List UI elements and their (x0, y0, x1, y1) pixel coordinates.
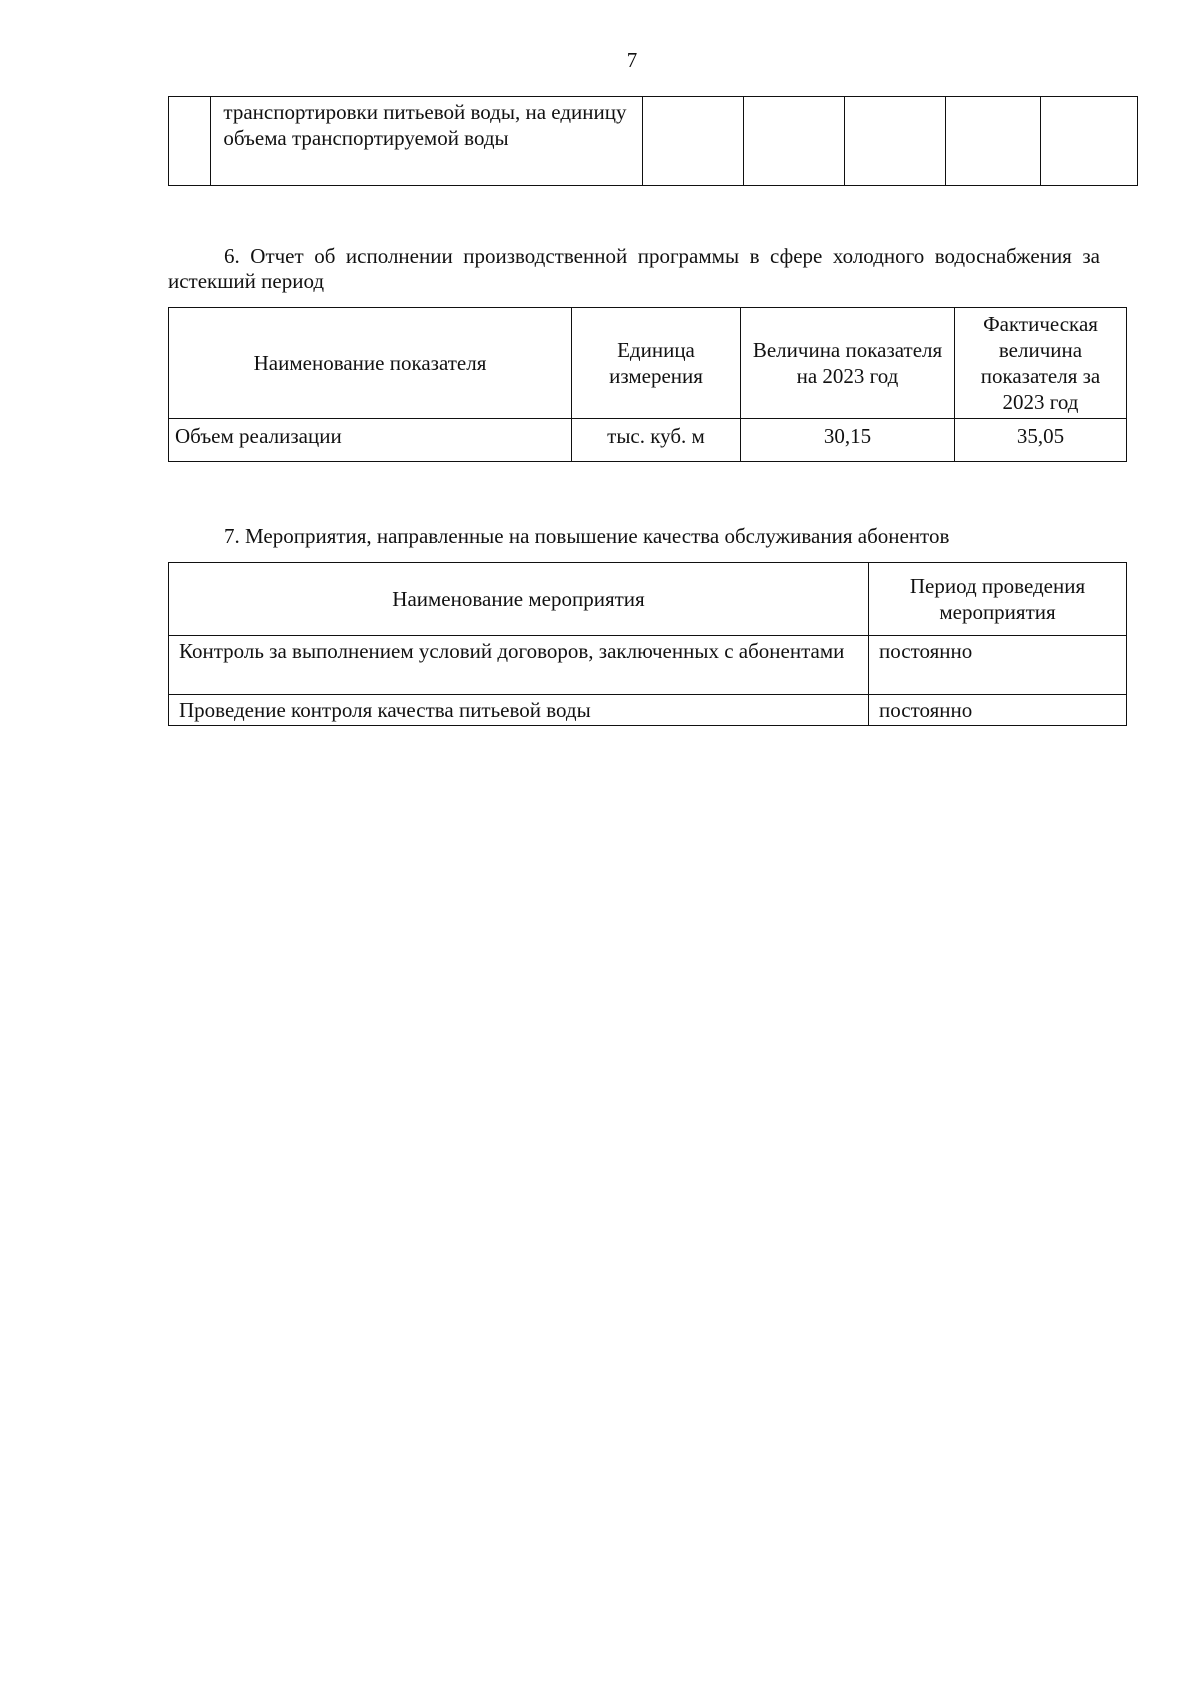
table-header-row (169, 308, 1127, 419)
cell-unit: тыс. куб. м (572, 419, 741, 462)
cell-planned-value: 30,15 (741, 419, 955, 462)
table-cell (845, 97, 946, 186)
continuation-table (168, 96, 1138, 186)
cell-measure-period: постоянно (869, 636, 1127, 695)
table-cell-number (169, 97, 211, 186)
header-indicator-name: Наименование показателя (169, 308, 572, 419)
production-report-table (168, 307, 1127, 462)
cell-measure-name: Контроль за выполнением условий договоров, заключенных с абонентами (169, 636, 869, 695)
table-row (169, 97, 1138, 186)
table-row (169, 636, 1127, 695)
table-cell-indicator: транспортировки питьевой воды, на единицу объема транспортируемой воды (211, 97, 643, 186)
header-unit: Единица измерения (572, 308, 741, 419)
table-cell (946, 97, 1041, 186)
table-row (169, 695, 1127, 726)
cell-indicator-name: Объем реализации (169, 419, 572, 462)
cell-actual-value: 35,05 (955, 419, 1127, 462)
header-planned-value: Величина показателя на 2023 год (741, 308, 955, 419)
table-header-row (169, 563, 1127, 636)
table-row (169, 419, 1127, 462)
table-cell (643, 97, 744, 186)
service-measures-table (168, 562, 1127, 726)
section-6-title: 6. Отчет об исполнении производственной программы в сфере холодного водоснабжения за истекший период (168, 244, 1100, 293)
table-cell (744, 97, 845, 186)
header-measure-period: Период проведения мероприятия (869, 563, 1127, 636)
page-number: 7 (626, 48, 638, 72)
cell-measure-name: Проведение контроля качества питьевой воды (169, 695, 869, 726)
header-measure-name: Наименование мероприятия (169, 563, 869, 636)
table-cell (1041, 97, 1138, 186)
section-7-title: 7. Мероприятия, направленные на повышение качества обслуживания абонентов (224, 524, 950, 548)
header-actual-value: Фактическая величина показателя за 2023 год (955, 308, 1127, 419)
cell-measure-period: постоянно (869, 695, 1127, 726)
